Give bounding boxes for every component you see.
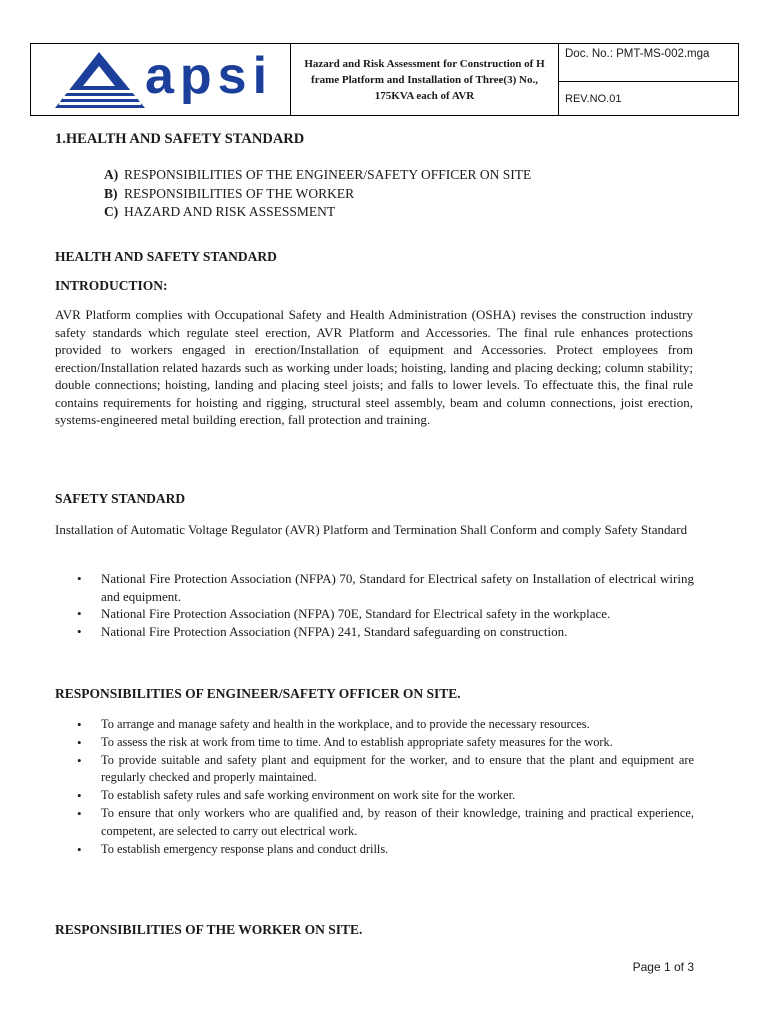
toc-letter: C) xyxy=(104,204,119,219)
document-header xyxy=(30,43,739,116)
document-title: Hazard and Risk Assessment for Construction of H frame Platform and Installation of Three(3) No., 175KVA each of AVR xyxy=(291,44,559,115)
toc-item xyxy=(104,185,531,204)
list-item: • To arrange and manage safety and health in the workplace, and to provide the necessary resources. xyxy=(77,716,694,734)
toc-item xyxy=(104,203,531,222)
section-heading: 1.HEALTH AND SAFETY STANDARD xyxy=(55,131,305,147)
toc-letter: B) xyxy=(104,185,118,201)
list-item: • To establish safety rules and safe working environment on work site for the worker. xyxy=(77,787,694,805)
list-item: • To provide suitable and safety plant and equipment for the worker, and to ensure that the plant and equipment are regularly checked and properly maintained. xyxy=(77,752,694,788)
table-of-contents xyxy=(104,166,531,222)
toc-text: RESPONSIBILITIES OF THE WORKER xyxy=(124,185,355,201)
logo-cell xyxy=(31,44,291,115)
hs-heading: HEALTH AND SAFETY STANDARD xyxy=(55,249,277,264)
safety-heading: SAFETY STANDARD xyxy=(55,491,186,506)
revision-number: REV.NO.01 xyxy=(565,93,622,105)
list-item: • To establish emergency response plans and conduct drills. xyxy=(77,841,694,859)
intro-paragraph: AVR Platform complies with Occupational Safety and Health Administration (OSHA) revises the construction industry safety standards which regulate steel erection, AVR Platform and Accessories. The final rule enhances protections provided to workers engaged in erection/Installation of equipment and Accessories. Protect employees from erection/Installation related hazards such as working under loads; hoisting, landing and placing decking; column stability; double connections; hoisting, landing and placing steel joists; and falls to lower levels. To effectuate this, the final rule contains requirements for hoisting and rigging, structural steel assembly, beam and column connections, joist erection, systems-engineered metal building erection, fall protection and training. xyxy=(55,307,693,427)
toc-item xyxy=(104,166,531,185)
list-item: • National Fire Protection Association (NFPA) 241, Standard safeguarding on construction. xyxy=(77,623,694,641)
toc-text: RESPONSIBILITIES OF THE ENGINEER/SAFETY OFFICER ON SITE xyxy=(124,167,532,182)
page-number: Page 1 of 3 xyxy=(632,960,694,974)
toc-text: HAZARD AND RISK ASSESSMENT xyxy=(124,204,336,219)
safety-standard-list xyxy=(77,570,694,640)
list-item: • To ensure that only workers who are qualified and, by reason of their knowledge, training and practical experience, competent, are selected to carry out electrical work. xyxy=(77,805,694,841)
worker-heading: RESPONSIBILITIES OF THE WORKER ON SITE. xyxy=(55,922,363,937)
list-item: • National Fire Protection Association (NFPA) 70E, Standard for Electrical safety in the workplace. xyxy=(77,605,694,623)
safety-paragraph: Installation of Automatic Voltage Regulator (AVR) Platform and Termination Shall Conform and comply Safety Standard xyxy=(55,522,688,537)
engineer-heading: RESPONSIBILITIES OF ENGINEER/SAFETY OFFICER ON SITE. xyxy=(55,686,461,701)
logo-text: apsi xyxy=(145,47,274,105)
list-item: • National Fire Protection Association (NFPA) 70, Standard for Electrical safety on Installation of electrical wiring and equipment. xyxy=(77,570,694,605)
doc-number: Doc. No.: PMT-MS-002.mga xyxy=(559,44,738,82)
list-item: • To assess the risk at work from time to time. And to establish appropriate safety measures for the work. xyxy=(77,734,694,752)
intro-heading: INTRODUCTION: xyxy=(55,278,168,293)
toc-letter: A) xyxy=(104,167,119,182)
apsi-logo-icon xyxy=(53,50,149,110)
engineer-responsibilities-list xyxy=(77,716,694,858)
